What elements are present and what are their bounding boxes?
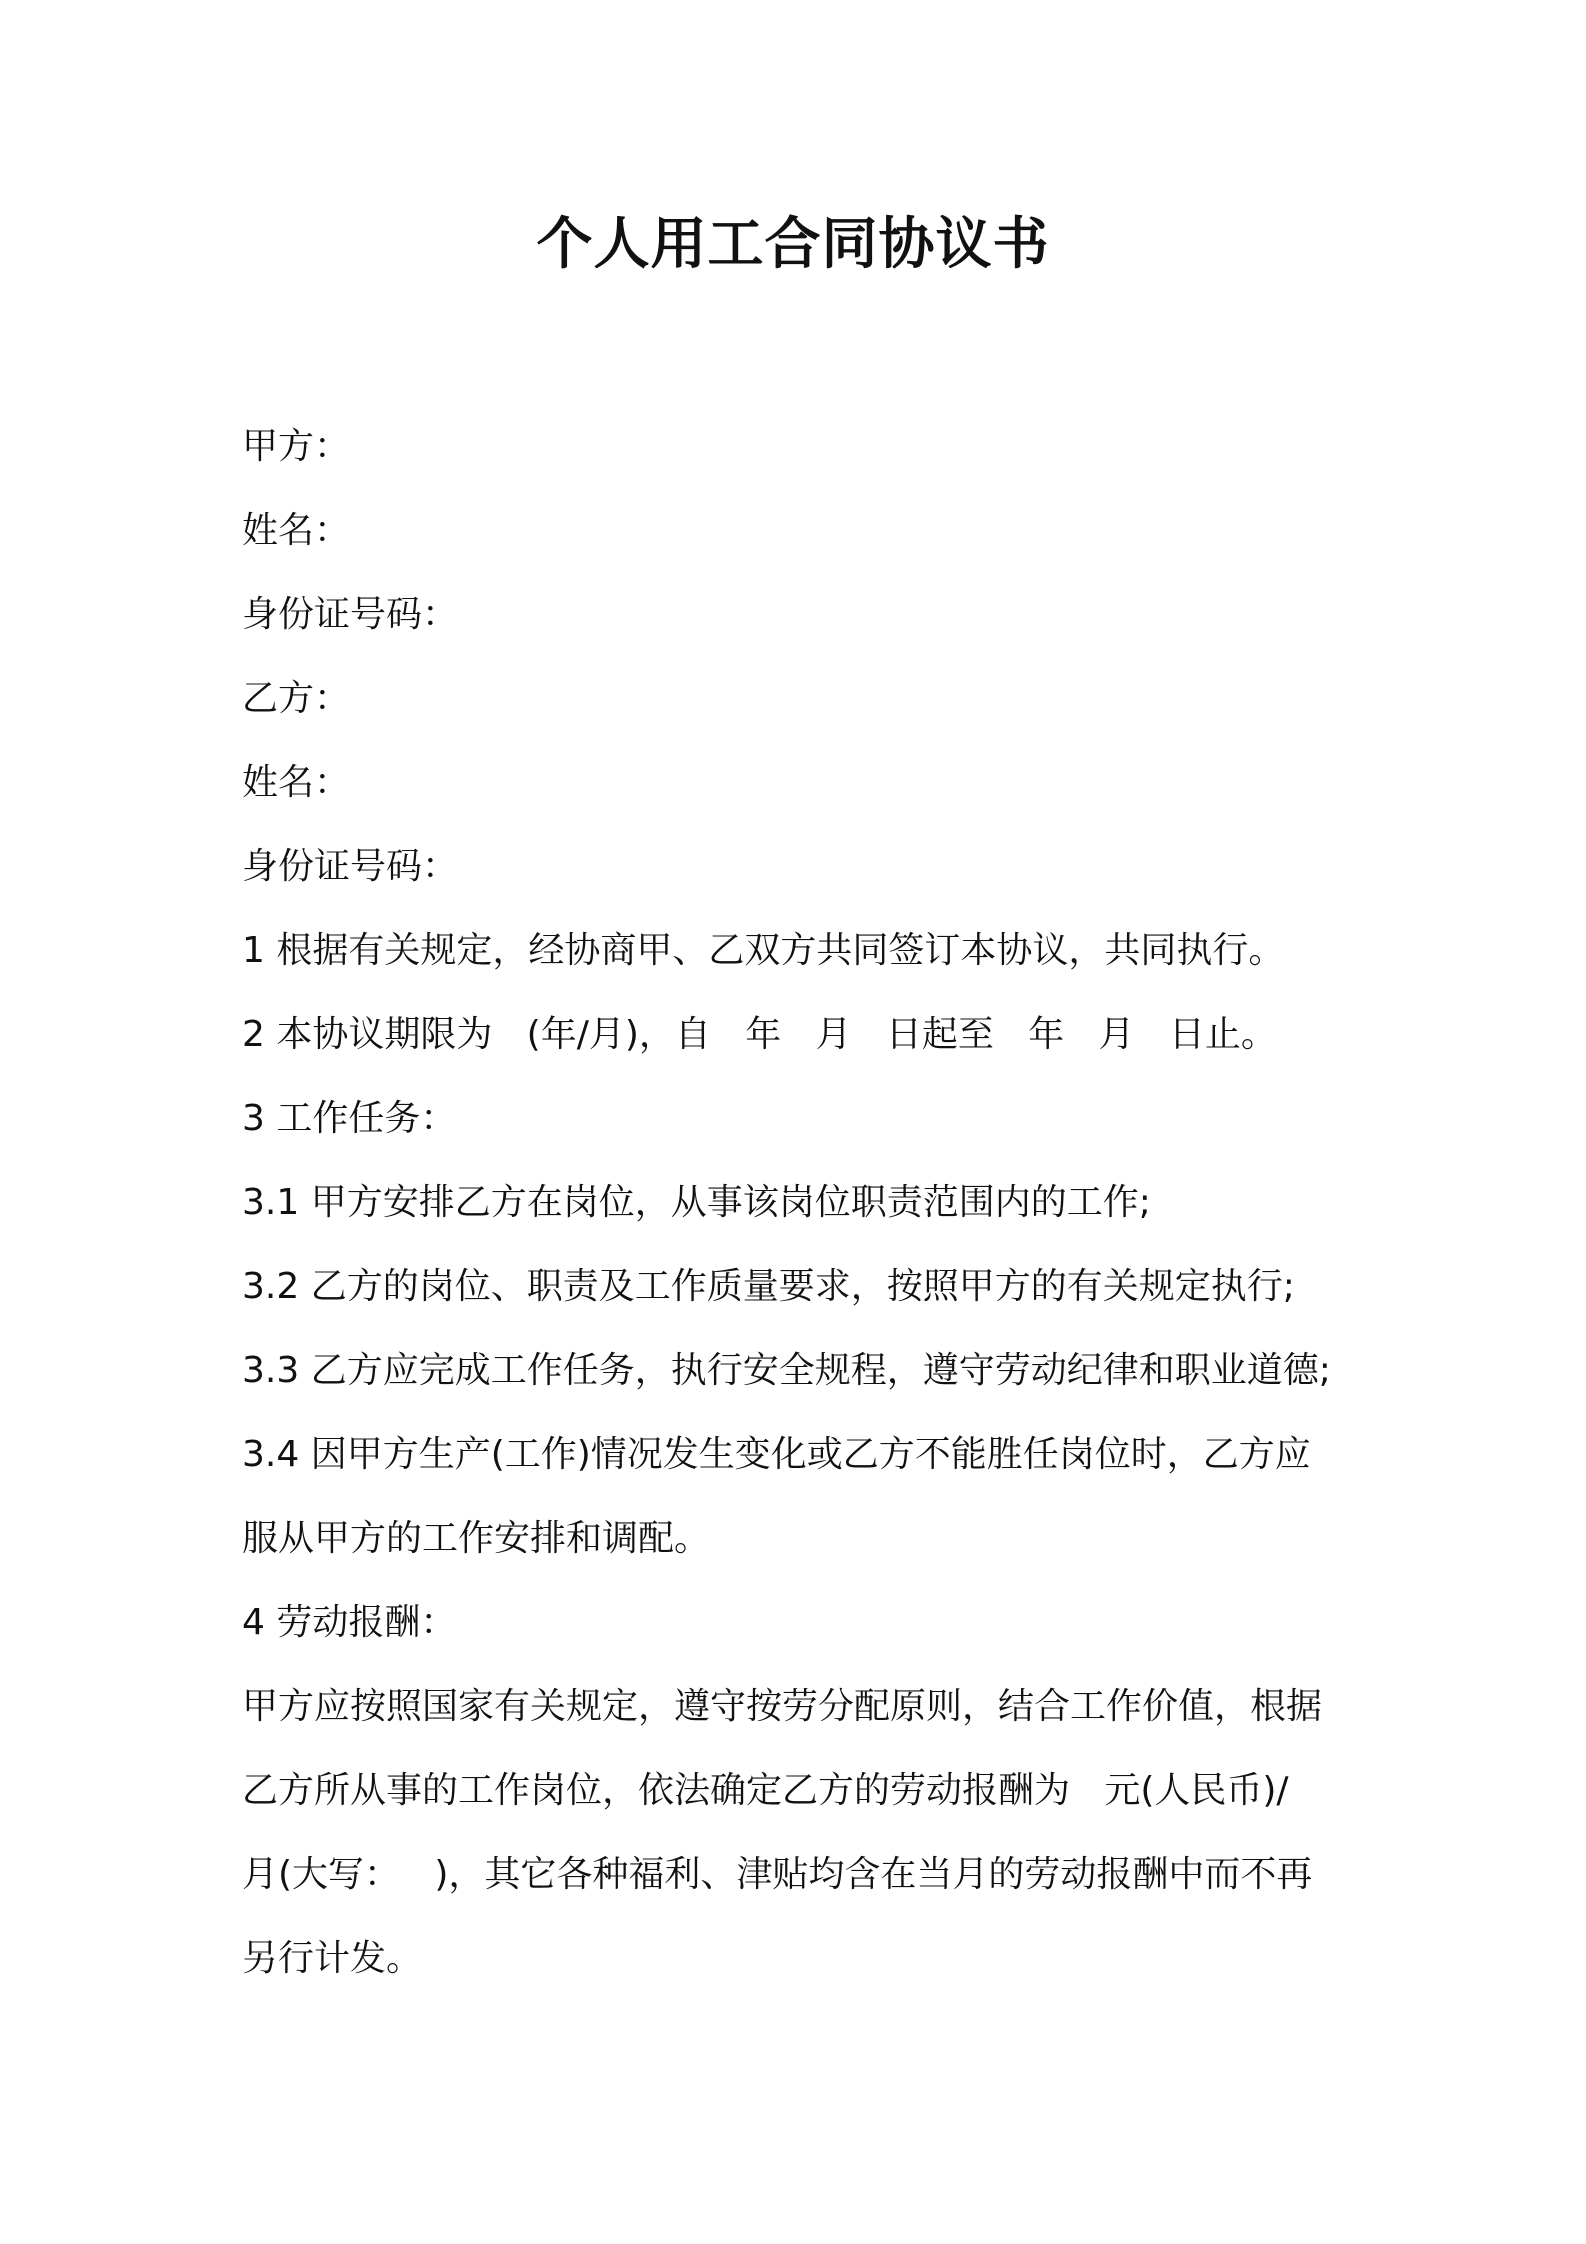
clause-3-3: 3.3 乙方应完成工作任务，执行安全规程，遵守劳动纪律和职业道德; [242, 1350, 1331, 1391]
party-b-label: 乙方： [242, 678, 351, 719]
clause-4-text-line1: 甲方应按照国家有关规定，遵守按劳分配原则，结合工作价值，根据 [242, 1686, 1323, 1727]
clause-3-4-line1: 3.4 因甲方生产(工作)情况发生变化或乙方不能胜任岗位时，乙方应 [242, 1434, 1311, 1475]
document-body [242, 405, 1352, 2001]
party-b-id-label: 身份证号码： [242, 846, 459, 887]
party-a-label: 甲方： [242, 426, 351, 467]
clause-3-1: 3.1 甲方安排乙方在岗位，从事该岗位职责范围内的工作; [242, 1182, 1151, 1223]
clause-4-text-line3: 月(大写： )，其它各种福利、津贴均含在当月的劳动报酬中而不再 [242, 1854, 1313, 1895]
clause-3-heading: 3 工作任务： [242, 1098, 457, 1139]
party-a-id-label: 身份证号码： [242, 594, 459, 635]
party-b-name-label: 姓名： [242, 762, 351, 803]
clause-3-2: 3.2 乙方的岗位、职责及工作质量要求，按照甲方的有关规定执行; [242, 1266, 1295, 1307]
clause-3-4-line2: 服从甲方的工作安排和调配。 [242, 1518, 711, 1559]
document-title: 个人用工合同协议书 [536, 212, 1050, 277]
clause-4-text-line2: 乙方所从事的工作岗位，依法确定乙方的劳动报酬为 元(人民币)/ [242, 1770, 1289, 1811]
clause-2-term: 2 本协议期限为 (年/月)，自 年 月 日起至 年 月 日止。 [242, 1014, 1277, 1055]
clause-4-text-line4: 另行计发。 [242, 1938, 423, 1979]
party-a-name-label: 姓名： [242, 510, 351, 551]
clause-4-heading: 4 劳动报酬： [242, 1602, 457, 1643]
clause-1: 1 根据有关规定，经协商甲、乙双方共同签订本协议，共同执行。 [242, 930, 1285, 971]
